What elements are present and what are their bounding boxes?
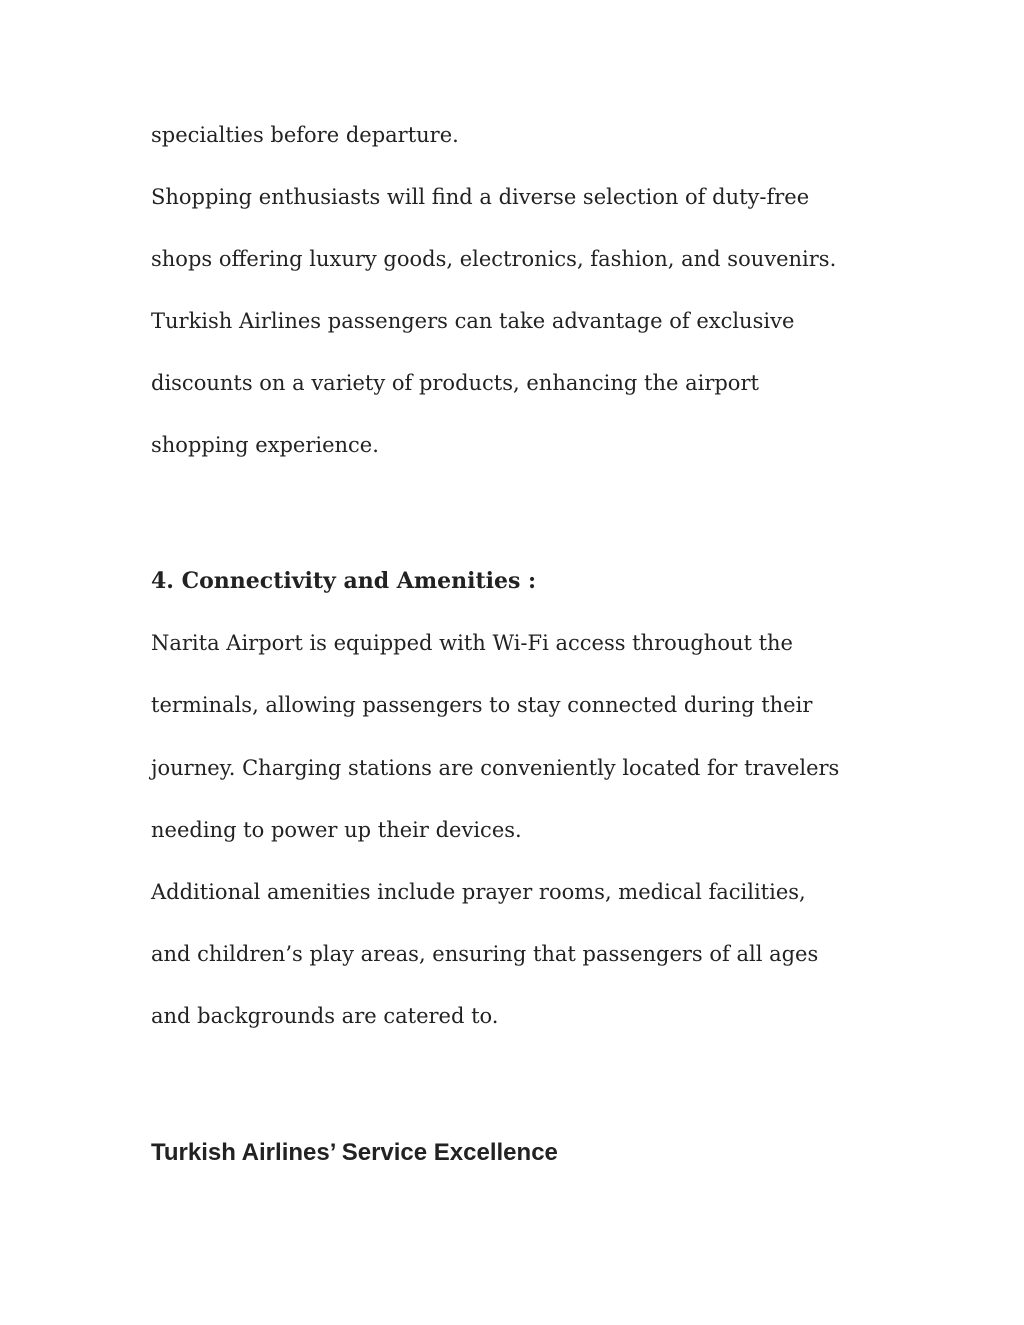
paragraph-line: and children’s play areas, ensuring that passengers of all ages [151,942,819,966]
paragraph-line: specialties before departure. [151,123,459,147]
paragraph-line: shopping experience. [151,433,379,457]
paragraph-line: and backgrounds are catered to. [151,1004,499,1028]
next-section-heading: Turkish Airlines’ Service Excellence [151,1139,558,1166]
paragraph-line: Turkish Airlines passengers can take advantage of exclusive [151,309,795,333]
paragraph-line: terminals, allowing passengers to stay connected during their [151,693,813,717]
section-heading: 4. Connectivity and Amenities : [151,568,537,594]
paragraph-line: Narita Airport is equipped with Wi-Fi access throughout the [151,631,793,655]
paragraph-line: Additional amenities include prayer rooms, medical facilities, [151,880,806,904]
paragraph-line: journey. Charging stations are conveniently located for travelers [151,756,840,780]
paragraph-line: Shopping enthusiasts will find a diverse selection of duty-free [151,185,810,209]
paragraph-line: discounts on a variety of products, enhancing the airport [151,371,759,395]
paragraph-line: needing to power up their devices. [151,818,522,842]
paragraph-line: shops offering luxury goods, electronics, fashion, and souvenirs. [151,247,837,271]
